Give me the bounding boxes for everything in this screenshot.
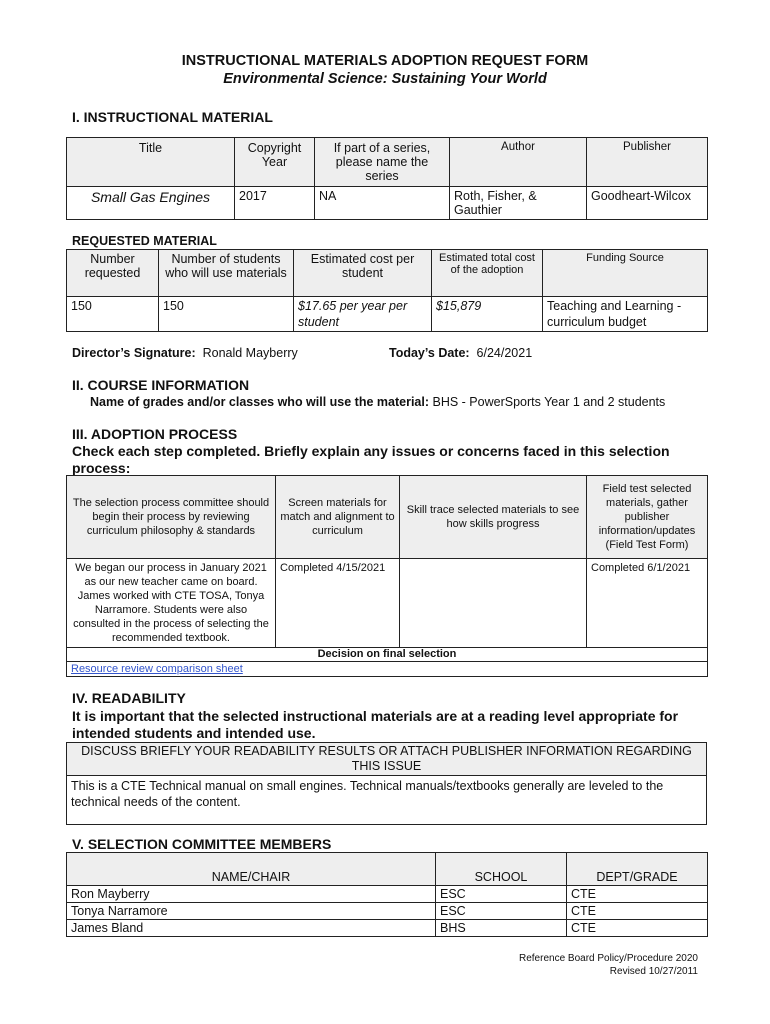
material-series[interactable]: NA	[315, 187, 450, 220]
material-publisher[interactable]: Goodheart-Wilcox	[587, 187, 708, 220]
header-series: If part of a series, please name the series	[315, 138, 450, 187]
total-cost-value[interactable]: $15,879	[432, 297, 543, 332]
reference-policy: Reference Board Policy/Procedure 2020	[519, 953, 698, 964]
section-5-heading: V. SELECTION COMMITTEE MEMBERS	[72, 836, 332, 852]
member-school[interactable]: BHS	[436, 920, 567, 937]
header-review-philosophy: The selection process committee should begin their process by reviewing curriculum philosophy & standards	[67, 476, 276, 559]
member-name[interactable]: Ron Mayberry	[67, 886, 436, 903]
header-funding-source: Funding Source	[543, 250, 708, 297]
revised-date: Revised 10/27/2011	[609, 966, 698, 977]
decision-final-selection-cell	[67, 662, 708, 677]
section-3-subheading: Check each step completed. Briefly explain any issues or concerns faced in this selection process:	[72, 443, 670, 476]
grades-value[interactable]: BHS - PowerSports Year 1 and 2 students	[432, 395, 666, 409]
adoption-process-table	[66, 475, 708, 677]
readability-table	[66, 742, 707, 825]
member-school[interactable]: ESC	[436, 886, 567, 903]
resource-review-link[interactable]: Resource review comparison sheet	[71, 663, 243, 675]
member-name[interactable]: Tonya Narramore	[67, 903, 436, 920]
member-name[interactable]: James Bland	[67, 920, 436, 937]
material-copyright-year[interactable]: 2017	[235, 187, 315, 220]
header-name-chair: NAME/CHAIR	[67, 853, 436, 886]
committee-members-table	[66, 852, 708, 937]
header-number-students: Number of students who will use materials	[159, 250, 294, 297]
todays-date-value[interactable]: 6/24/2021	[476, 346, 533, 360]
header-cost-per-student: Estimated cost per student	[294, 250, 432, 297]
director-signature-label: Director’s Signature:	[72, 346, 196, 360]
member-dept[interactable]: CTE	[567, 920, 708, 937]
member-dept[interactable]: CTE	[567, 886, 708, 903]
member-dept[interactable]: CTE	[567, 903, 708, 920]
screen-materials-value[interactable]: Completed 4/15/2021	[276, 559, 400, 648]
header-number-requested: Number requested	[67, 250, 159, 297]
header-total-cost: Estimated total cost of the adoption	[432, 250, 543, 297]
section-4-subheading: It is important that the selected instructional materials are at a reading level appropriate for intended students and intended use.	[72, 708, 679, 741]
header-skill-trace: Skill trace selected materials to see how skills progress	[400, 476, 587, 559]
table-row	[67, 920, 708, 937]
header-dept-grade: DEPT/GRADE	[567, 853, 708, 886]
skill-trace-value[interactable]	[400, 559, 587, 648]
funding-source-value[interactable]: Teaching and Learning - curriculum budget	[543, 297, 708, 332]
decision-final-selection-label: Decision on final selection	[67, 648, 708, 662]
table-row	[67, 886, 708, 903]
section-3-heading: III. ADOPTION PROCESS	[72, 426, 238, 442]
header-publisher: Publisher	[587, 138, 708, 187]
cost-per-student-value[interactable]: $17.65 per year per student	[294, 297, 432, 332]
table-row	[67, 903, 708, 920]
form-title: INSTRUCTIONAL MATERIALS ADOPTION REQUEST FORM	[181, 53, 589, 69]
header-field-test: Field test selected materials, gather publisher information/updates (Field Test Form)	[587, 476, 708, 559]
instructional-material-table	[66, 137, 708, 220]
director-signature-value[interactable]: Ronald Mayberry	[202, 346, 298, 360]
material-author[interactable]: Roth, Fisher, & Gauthier	[450, 187, 587, 220]
header-author: Author	[450, 138, 587, 187]
grades-line	[90, 395, 665, 409]
review-philosophy-value[interactable]: We began our process in January 2021 as our new teacher came on board. James worked with CTE TOSA, Tonya Narramore. Students were also consulted in the process of selecting the recommended textbook.	[67, 559, 276, 648]
director-signature	[72, 346, 298, 360]
section-1-heading: I. INSTRUCTIONAL MATERIAL	[72, 109, 273, 125]
header-copyright-year: Copyright Year	[235, 138, 315, 187]
requested-material-table	[66, 249, 708, 332]
todays-date	[389, 346, 532, 360]
readability-box-text[interactable]: This is a CTE Technical manual on small engines. Technical manuals/textbooks generally are leveled to the technical needs of the content.	[67, 776, 707, 825]
material-title[interactable]: Small Gas Engines	[67, 187, 235, 220]
readability-box-header: DISCUSS BRIEFLY YOUR READABILITY RESULTS OR ATTACH PUBLISHER INFORMATION REGARDING THIS ISSUE	[67, 743, 707, 776]
number-students-value[interactable]: 150	[159, 297, 294, 332]
field-test-value[interactable]: Completed 6/1/2021	[587, 559, 708, 648]
number-requested-value[interactable]: 150	[67, 297, 159, 332]
header-screen-materials: Screen materials for match and alignment to curriculum	[276, 476, 400, 559]
form-subtitle: Environmental Science: Sustaining Your World	[223, 71, 547, 87]
requested-material-label: REQUESTED MATERIAL	[72, 234, 217, 248]
section-4-heading: IV. READABILITY	[72, 690, 186, 706]
section-2-heading: II. COURSE INFORMATION	[72, 377, 250, 393]
todays-date-label: Today’s Date:	[389, 346, 470, 360]
member-school[interactable]: ESC	[436, 903, 567, 920]
header-title: Title	[67, 138, 235, 187]
header-school: SCHOOL	[436, 853, 567, 886]
grades-label: Name of grades and/or classes who will use the material:	[90, 395, 430, 409]
